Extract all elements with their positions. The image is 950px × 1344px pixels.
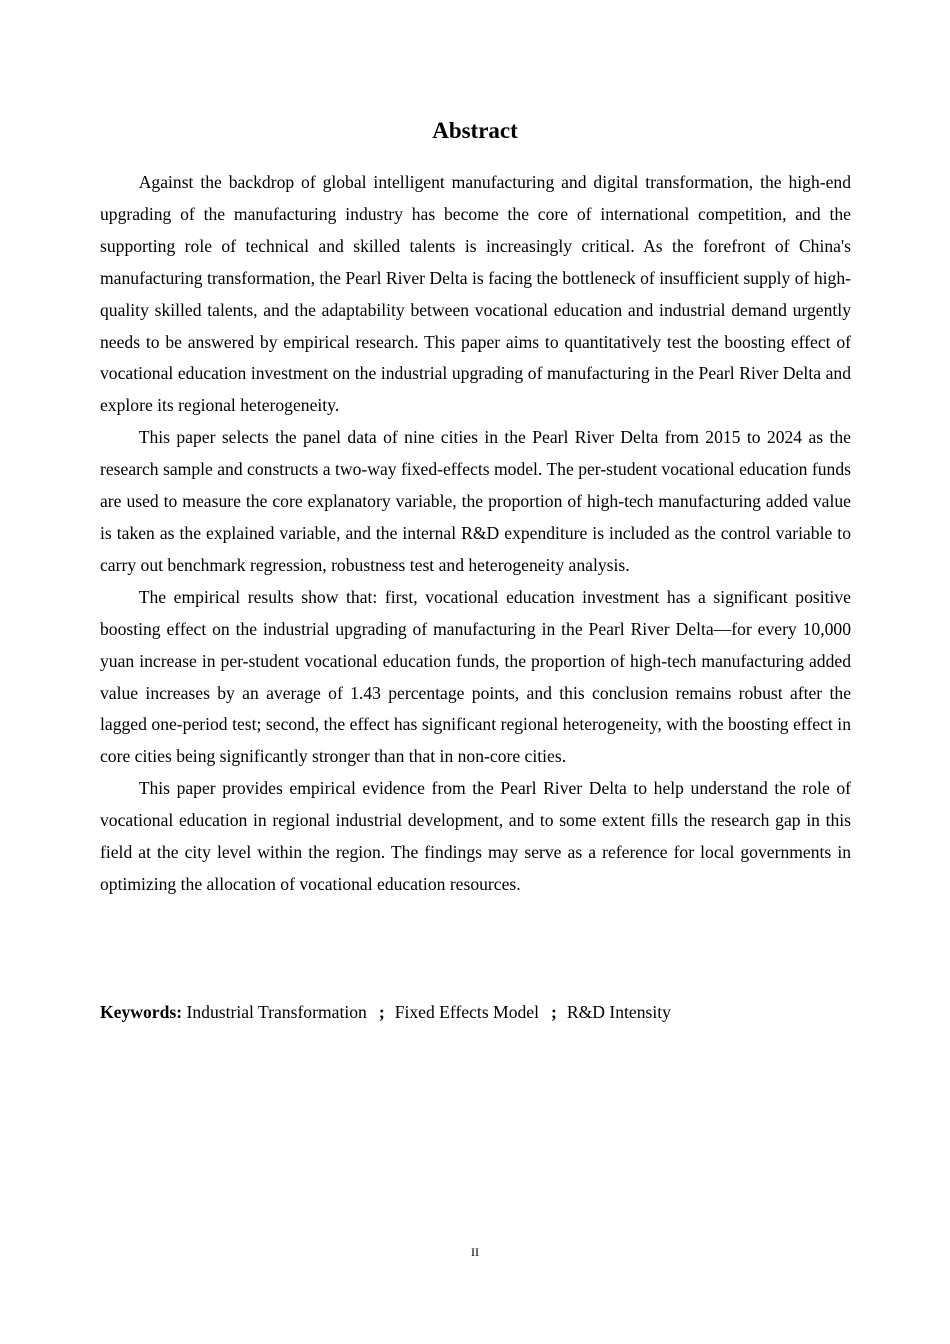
keyword-item-1: Industrial Transformation bbox=[186, 1002, 367, 1022]
abstract-paragraph-3: The empirical results show that: first, vocational education investment has a significant positive boosting effect on the industrial upgrading of manufacturing in the Pearl River Delta—for every 10,000 yuan increase in per-student vocational education funds, the proportion of high-tech manufacturing added value increases by an average of 1.43 percentage points, and this conclusion remains robust after the lagged one-period test; second, the effect has significant regional heterogeneity, with the boosting effect in core cities being significantly stronger than that in non-core cities. bbox=[100, 586, 851, 767]
abstract-paragraph-2: This paper selects the panel data of nine cities in the Pearl River Delta from 2015 to 2024 as the research sample and constructs a two-way fixed-effects model. The per-student vocational education funds are used to measure the core explanatory variable, the proportion of high-tech manufacturing added value is taken as the explained variable, and the internal R&D expenditure is included as the control variable to carry out benchmark regression, robustness test and heterogeneity analysis. bbox=[100, 427, 851, 575]
keyword-item-3: R&D Intensity bbox=[566, 1002, 671, 1022]
abstract-title: Abstract bbox=[432, 118, 518, 143]
abstract-paragraph-4: This paper provides empirical evidence from the Pearl River Delta to help understand the role of vocational education in regional industrial development, and to some extent fills the research gap in this field at the city level within the region. The findings may serve as a reference for local governments in optimizing the allocation of vocational education resources. bbox=[100, 778, 851, 894]
keyword-separator: ; bbox=[378, 1002, 385, 1022]
abstract-paragraph-1: Against the backdrop of global intelligent manufacturing and digital transformation, the high-end upgrading of the manufacturing industry has become the core of international competition, and the supporting role of technical and skilled talents is increasingly critical. As the forefront of China's manufacturing transformation, the Pearl River Delta is facing the bottleneck of insufficient supply of high-quality skilled talents, and the adaptability between vocational education and industrial demand urgently needs to be answered by empirical research. This paper aims to quantitatively test the boosting effect of vocational education investment on the industrial upgrading of manufacturing in the Pearl River Delta and explore its regional heterogeneity. bbox=[100, 172, 851, 416]
keyword-separator: ; bbox=[551, 1002, 557, 1022]
keyword-item-2: Fixed Effects Model bbox=[394, 1002, 539, 1022]
keywords-label: Keywords: bbox=[100, 1002, 183, 1022]
keywords-line bbox=[100, 997, 851, 1029]
page-number: II bbox=[471, 1245, 479, 1259]
abstract-body bbox=[100, 167, 851, 901]
